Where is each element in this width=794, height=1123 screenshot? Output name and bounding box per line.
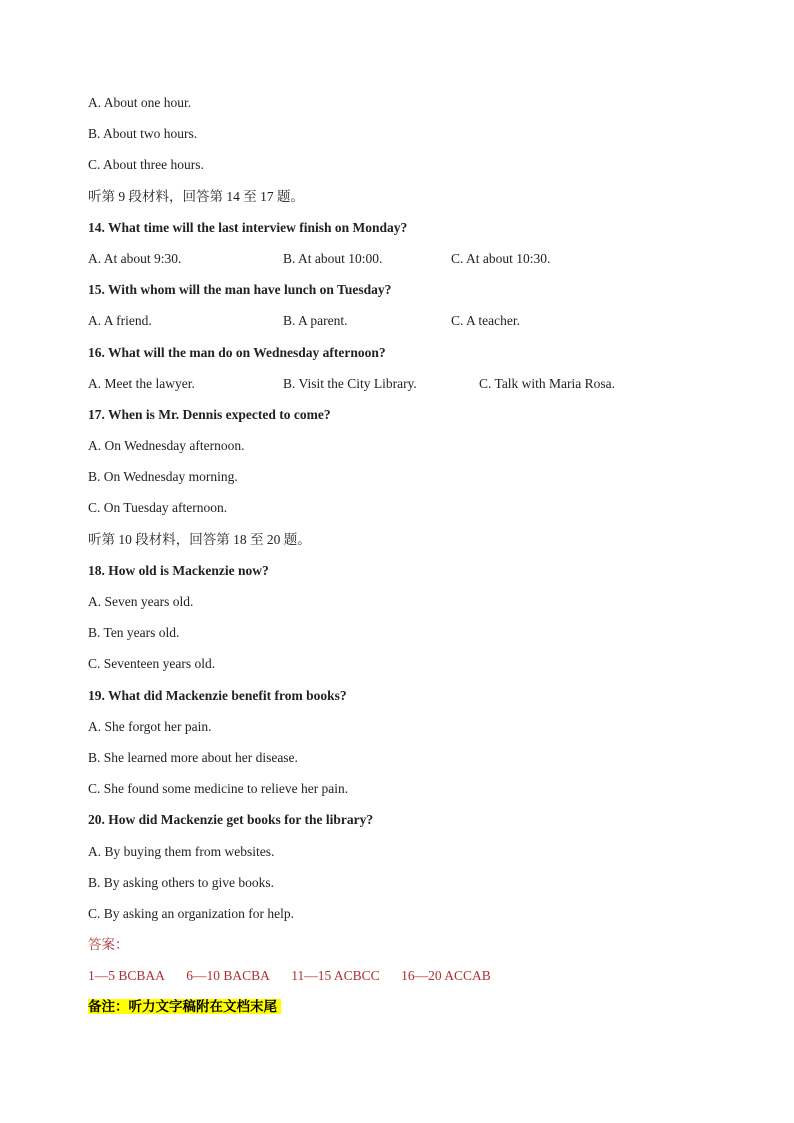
answer-label: 答案： [88,937,129,953]
question-18: 18. How old is Mackenzie now? [88,562,269,578]
question-16-options [88,373,728,404]
question-17: 17. When is Mr. Dennis expected to come? [88,406,331,422]
note-highlight: 备注：听力文字稿附在文档末尾 [88,999,281,1014]
q18-option-c: C. Seventeen years old. [88,656,216,672]
q14-option-b: B. At about 10:00. [283,250,383,266]
q18-option-b: B. Ten years old. [88,625,180,641]
q14-option-a: A. At about 9:30. [88,250,182,266]
option-a: A. About one hour. [88,95,192,110]
question-19: 19. What did Mackenzie benefit from books? [88,687,347,703]
answer-key [88,965,728,996]
section-10-instruction: 听第 10 段材料，回答第 18 至 20 题。 [88,531,311,547]
section-9-instruction: 听第 9 段材料，回答第 14 至 17 题。 [88,188,304,204]
q18-option-a: A. Seven years old. [88,594,194,609]
answer-group-3: 11—15 ACBCC [291,968,380,984]
q15-option-c: C. A teacher. [451,313,520,329]
option-c: C. About three hours. [88,157,204,173]
q19-option-a: A. She forgot her pain. [88,718,212,734]
q16-option-c: C. Talk with Maria Rosa. [479,375,616,391]
q15-option-a: A. A friend. [88,313,152,329]
question-15-options [88,310,728,341]
question-20: 20. How did Mackenzie get books for the library? [88,812,374,828]
question-14-options [88,248,728,279]
question-16: 16. What will the man do on Wednesday afternoon? [88,344,386,360]
q17-option-a: A. On Wednesday afternoon. [88,438,245,454]
question-15: 15. With whom will the man have lunch on Tuesday? [88,282,392,298]
document-page [88,92,728,1028]
option-b: B. About two hours. [88,126,198,142]
q16-option-b: B. Visit the City Library. [283,375,417,391]
question-14: 14. What time will the last interview finish on Monday? [88,219,408,235]
note-line [88,996,728,1027]
q20-option-a: A. By buying them from websites. [88,843,275,859]
q15-option-b: B. A parent. [283,313,348,329]
q20-option-b: B. By asking others to give books. [88,874,274,890]
q16-option-a: A. Meet the lawyer. [88,375,195,391]
q14-option-c: C. At about 10:30. [451,250,551,266]
q20-option-c: C. By asking an organization for help. [88,905,294,921]
q17-option-b: B. On Wednesday morning. [88,469,238,485]
q17-option-c: C. On Tuesday afternoon. [88,500,228,516]
answer-group-1: 1—5 BCBAA [88,968,165,984]
answer-group-4: 16—20 ACCAB [401,968,491,984]
q19-option-c: C. She found some medicine to relieve her pain. [88,781,349,797]
answer-group-2: 6—10 BACBA [186,968,270,984]
q19-option-b: B. She learned more about her disease. [88,749,298,765]
